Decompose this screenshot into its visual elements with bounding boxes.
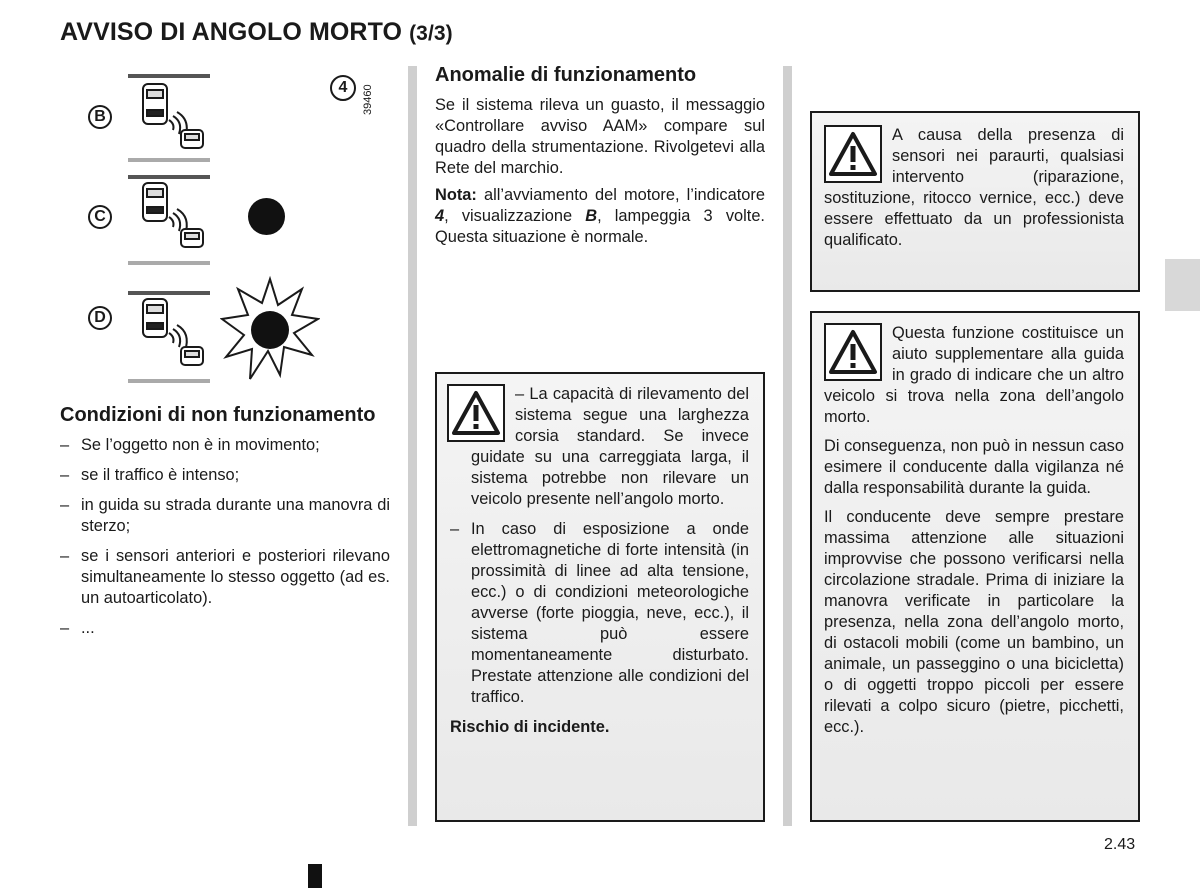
- panel-b-illustration: [125, 70, 215, 166]
- malfunction-note: Nota: all’avviamento del motore, l’indicatore 4, visualizzazione B, lampeggia 3 volte. Questa situazione è normale.: [435, 186, 765, 246]
- margin-marker: [308, 864, 322, 888]
- list-item: – Se l’oggetto non è in movimento;: [60, 435, 390, 456]
- warning-attention-paragraph: Il conducente deve sempre prestare massima attenzione alle situazioni improvvise che possono verificarsi nella circolazione stradale. Prima di iniziare la manovra verificate in particolare la presenza, nella zona dell’angolo morto, di ostacoli mobili (come un bambino, un animale, un passeggino o una bicicletta) o di oggetti troppo piccoli per essere rilevati a colpo sicuro (pietre, picchetti, ecc.).: [824, 508, 1124, 736]
- malfunction-paragraph: Se il sistema rileva un guasto, il messaggio «Controllare avviso AAM» compare sul quadro della strumentazione. Rivolgetevi alla Rete del marchio.: [435, 96, 765, 177]
- non-functioning-heading: Condizioni di non funzionamento: [60, 404, 376, 426]
- warning-box-sensors: [810, 111, 1140, 292]
- warning-triangle-icon: [824, 323, 882, 381]
- warning-box-lane-width: [435, 372, 765, 822]
- car-other-icon: [181, 130, 203, 148]
- car-ego-icon: [143, 84, 167, 124]
- warning-triangle-icon: [447, 384, 505, 442]
- list-item: – se i sensori anteriori e posteriori rilevano simultaneamente lo stesso oggetto (ad es. un autoarticolato).: [60, 546, 390, 609]
- car-ego-icon: [143, 183, 167, 221]
- warning-vigilance-paragraph: Di conseguenza, non può in nessun caso esimere il conducente dalla vigilanza né dalla responsabilità durante la guida.: [824, 437, 1124, 497]
- car-ego-icon: [143, 299, 167, 337]
- non-functioning-section: [60, 403, 390, 648]
- page-title-suffix: (3/3): [409, 22, 453, 45]
- blind-spot-figure: [80, 65, 400, 390]
- list-item: – in guida su strada durante una manovra di sterzo;: [60, 495, 390, 537]
- indicator-lit-icon: [248, 198, 285, 235]
- page-title-text: AVVISO DI ANGOLO MORTO: [60, 18, 403, 46]
- page-title: [60, 18, 453, 47]
- page-number: 2.43: [1104, 836, 1136, 853]
- column-separator-right: [783, 66, 792, 826]
- indicator-flashing-icon: [220, 275, 320, 385]
- warning-lane-text: – La capacità di rilevamento del sistema segue una larghezza corsia standard. Se invece guidate su una carreggiata larga, il sistema potrebbe non rilevare un veicolo presente nell’angolo morto.: [471, 385, 749, 508]
- note-label: Nota:: [435, 186, 477, 204]
- column-separator-left: [408, 66, 417, 826]
- chapter-tab: [1165, 259, 1200, 311]
- malfunction-section: [435, 63, 765, 248]
- warning-aid-paragraph: Questa funzione costituisce un aiuto supplementare alla guida in grado di indicare che un altro veicolo si trova nella zona dell’angolo morto.: [824, 324, 1124, 426]
- image-reference-number: 39460: [362, 84, 374, 115]
- label-c: C: [88, 205, 112, 229]
- warning-footer: Rischio di incidente.: [450, 718, 610, 736]
- car-other-icon: [181, 229, 203, 247]
- list-item: – se il traffico è intenso;: [60, 465, 390, 486]
- warning-triangle-icon: [824, 125, 882, 183]
- callout-4: 4: [330, 75, 356, 101]
- label-b: B: [88, 105, 112, 129]
- car-other-icon: [181, 347, 203, 365]
- list-item: – ...: [60, 618, 390, 639]
- warning-em-item: – In caso di esposizione a onde elettromagnetiche di forte intensità (in prossimità di linee ad alta tensione, ecc.) o di condizioni meteorologiche avverse (forte pioggia, neve, ecc.), il sistema può essere momentaneamente disturbato. Prestate attenzione alle condizioni del traffico.: [450, 519, 749, 708]
- panel-d-illustration: [125, 287, 215, 387]
- malfunction-heading: Anomalie di funzionamento: [435, 64, 697, 86]
- warning-box-driver-responsibility: [810, 311, 1140, 822]
- label-d: D: [88, 306, 112, 330]
- warning-sensors-text: A causa della presenza di sensori nei paraurti, qualsiasi intervento (riparazione, sostituzione, ritocco vernice, ecc.) deve essere effettuato da un professionista qualificato.: [824, 126, 1124, 249]
- non-functioning-list: [60, 435, 390, 639]
- panel-c-illustration: [125, 173, 215, 269]
